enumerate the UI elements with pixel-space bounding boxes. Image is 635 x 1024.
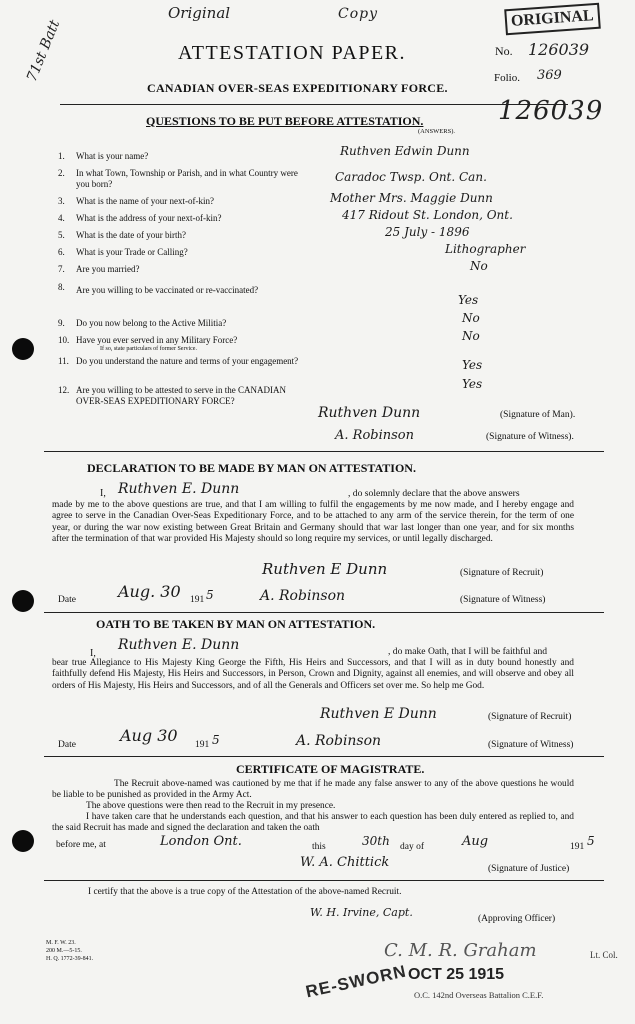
oath-date-label: Date bbox=[58, 740, 76, 750]
oath-date: Aug 30 bbox=[120, 726, 178, 745]
oath-signature-recruit-label: (Signature of Recruit) bbox=[488, 712, 572, 722]
punch-hole bbox=[12, 590, 34, 612]
answer-birthplace: Caradoc Twsp. Ont. Can. bbox=[335, 170, 487, 184]
question-number: 8. bbox=[58, 282, 65, 292]
signature-man-label: (Signature of Man). bbox=[500, 410, 576, 420]
oath-year-prefix: 191 bbox=[195, 740, 210, 750]
signature-witness: A. Robinson bbox=[335, 428, 414, 443]
declaration-signature-witness: A. Robinson bbox=[260, 588, 346, 604]
declaration-text: made by me to the above questions are true, and that I am willing to fulfil the engagements by me now made, and I hereby engage and agree to serve in the Canadian Over-Seas Expeditionary Force, and to be attached to any arm of the service therein, for the term of one year, or during the war now existing between Great Britain and Germany should that war last longer than one year, and for six months after the termination of that war provided His Majesty should so long require my services, or until legally discharged. bbox=[52, 500, 574, 544]
question-text: What is the date of your birth? bbox=[76, 230, 186, 240]
oath-signature-witness: A. Robinson bbox=[296, 733, 382, 749]
question-number: 7. bbox=[58, 264, 65, 274]
answer-understand: Yes bbox=[462, 358, 483, 372]
oath-signature-witness-label: (Signature of Witness) bbox=[488, 740, 574, 750]
stamp-rank: Lt. Col. bbox=[590, 950, 618, 960]
oath-year-suffix: 5 bbox=[212, 733, 220, 747]
declaration-signature-recruit-label: (Signature of Recruit) bbox=[460, 568, 544, 578]
answer-name: Ruthven Edwin Dunn bbox=[340, 144, 470, 158]
certificate-year-suffix: 5 bbox=[587, 834, 595, 848]
certificate-p1: The Recruit above-named was cautioned by me that if he made any false answer to any of the above questions he would be liable to be punished as provided in the Army Act. bbox=[52, 779, 574, 801]
form-code: M. F. W. 23. bbox=[46, 940, 76, 946]
margin-note: 71st Batt bbox=[24, 17, 64, 84]
question-number: 3. bbox=[58, 196, 65, 206]
declaration-name: Ruthven E. Dunn bbox=[118, 481, 240, 497]
divider bbox=[44, 612, 604, 613]
question-text: Do you understand the nature and terms of your engagement? bbox=[76, 356, 299, 366]
divider bbox=[60, 104, 568, 105]
certificate-day-of-label: day of bbox=[400, 842, 425, 852]
certificate-signature: W. A. Chittick bbox=[300, 855, 390, 870]
certificate-month: Aug bbox=[462, 834, 489, 849]
question-text: Do you now belong to the Active Militia? bbox=[76, 318, 227, 328]
divider bbox=[44, 756, 604, 757]
answer-trade: Lithographer bbox=[445, 242, 526, 256]
declaration-heading: DECLARATION TO BE MADE BY MAN ON ATTESTATION. bbox=[87, 461, 416, 475]
oath-i: I, bbox=[90, 648, 96, 659]
signature-witness-label: (Signature of Witness). bbox=[486, 432, 574, 442]
number-label: No. bbox=[495, 44, 513, 58]
copy-mark: Copy bbox=[338, 6, 379, 22]
punch-hole bbox=[12, 830, 34, 852]
answer-next-of-kin: Mother Mrs. Maggie Dunn bbox=[330, 191, 493, 205]
question-text: What is your Trade or Calling? bbox=[76, 247, 188, 257]
document-title: ATTESTATION PAPER. bbox=[178, 42, 407, 64]
certificate-p3: I have taken care that he understands each question, and that his answer to each question has been duly entered as replied to, and the said Recruit has made and signed the declaration and taken the oath bbox=[52, 812, 574, 834]
declaration-text-lead: , do solemnly declare that the above answers bbox=[348, 488, 520, 499]
declaration-signature-recruit: Ruthven E Dunn bbox=[262, 560, 388, 578]
answer-vaccinated: Yes bbox=[458, 293, 479, 307]
question-text: Have you ever served in any Military Force? bbox=[76, 335, 238, 345]
regimental-number: 126039 bbox=[498, 96, 604, 126]
declaration-signature-witness-label: (Signature of Witness) bbox=[460, 595, 546, 605]
resworn-stamp: RE-SWORN bbox=[304, 961, 409, 1002]
question-number: 11. bbox=[58, 356, 69, 366]
certificate-day: 30th bbox=[362, 834, 390, 848]
divider bbox=[44, 451, 604, 452]
certificate-before-label: before me, at bbox=[56, 840, 106, 850]
certificate-heading: CERTIFICATE OF MAGISTRATE. bbox=[236, 762, 425, 776]
answer-militia: No bbox=[462, 311, 480, 325]
approving-officer-signature: W. H. Irvine, Capt. bbox=[310, 906, 413, 919]
answer-married: No bbox=[470, 259, 488, 273]
answer-birth-date: 25 July - 1896 bbox=[385, 225, 470, 239]
answers-label: (ANSWERS). bbox=[418, 128, 456, 135]
folio-label: Folio. bbox=[494, 72, 520, 84]
oath-text-lead: , do make Oath, that I will be faithful and bbox=[388, 646, 548, 657]
question-number: 5. bbox=[58, 230, 65, 240]
question-text: What is your name? bbox=[76, 151, 149, 161]
question-text: Are you willing to be attested to serve in the CANADIAN OVER-SEAS EXPEDITIONARY FORCE? bbox=[76, 385, 286, 406]
punch-hole bbox=[12, 338, 34, 360]
folio-value: 369 bbox=[537, 68, 562, 83]
question-number: 12. bbox=[58, 385, 70, 395]
stamp-date: OCT 25 1915 bbox=[408, 966, 505, 983]
oath-signature-recruit: Ruthven E Dunn bbox=[320, 706, 437, 722]
declaration-date-label: Date bbox=[58, 595, 76, 605]
question-number: 10. bbox=[58, 335, 70, 345]
question-text: In what Town, Township or Parish, and in what Country were you born? bbox=[76, 168, 298, 189]
declaration-i: I, bbox=[100, 488, 106, 499]
signature-man: Ruthven Dunn bbox=[318, 405, 421, 421]
copy-certification-text: I certify that the above is a true copy of the Attestation of the above-named Recruit. bbox=[88, 887, 402, 897]
certificate-p2: The above questions were then read to the Recruit in my presence. bbox=[86, 801, 336, 811]
question-text: Are you willing to be vaccinated or re-vaccinated? bbox=[76, 285, 259, 295]
document-subtitle: CANADIAN OVER-SEAS EXPEDITIONARY FORCE. bbox=[147, 81, 448, 95]
answer-willing-attest: Yes bbox=[462, 377, 483, 391]
question-text: What is the address of your next-of-kin? bbox=[76, 213, 222, 223]
answer-kin-address: 417 Ridout St. London, Ont. bbox=[342, 208, 513, 222]
declaration-year-prefix: 191 bbox=[190, 595, 205, 605]
question-note: If so, state particulars of former Service. bbox=[100, 346, 197, 352]
question-number: 4. bbox=[58, 213, 65, 223]
question-number: 1. bbox=[58, 151, 65, 161]
certificate-year-prefix: 191 bbox=[570, 842, 585, 852]
approving-officer-label: (Approving Officer) bbox=[478, 914, 556, 924]
original-handwritten: Original bbox=[168, 4, 231, 22]
declaration-year-suffix: 5 bbox=[206, 588, 214, 602]
stamp-signature: C. M. R. Graham bbox=[384, 940, 537, 961]
number-value: 126039 bbox=[528, 40, 590, 59]
questions-heading: QUESTIONS TO BE PUT BEFORE ATTESTATION. bbox=[146, 114, 424, 128]
oath-name: Ruthven E. Dunn bbox=[118, 637, 240, 653]
original-stamp: ORIGINAL bbox=[504, 3, 600, 36]
question-text: What is the name of your next-of-kin? bbox=[76, 196, 214, 206]
form-code: H. Q. 1772-39-841. bbox=[46, 956, 94, 962]
question-number: 6. bbox=[58, 247, 65, 257]
oath-heading: OATH TO BE TAKEN BY MAN ON ATTESTATION. bbox=[96, 617, 376, 631]
certificate-place: London Ont. bbox=[160, 834, 242, 849]
certificate-this-label: this bbox=[312, 842, 326, 852]
divider bbox=[44, 880, 604, 881]
question-text: Are you married? bbox=[76, 264, 140, 274]
answer-military-service: No bbox=[462, 329, 480, 343]
question-number: 9. bbox=[58, 318, 65, 328]
question-number: 2. bbox=[58, 168, 65, 178]
declaration-date: Aug. 30 bbox=[118, 582, 181, 601]
stamp-unit: O.C. 142nd Overseas Battalion C.E.F. bbox=[414, 990, 544, 1000]
certificate-signature-label: (Signature of Justice) bbox=[488, 864, 570, 874]
oath-text: bear true Allegiance to His Majesty King George the Fifth, His Heirs and Successors, and that I will as in duty bound honestly and faithfully defend His Majesty, His Heirs and Successors, in Person, Crown and Dignity, against all enemies, and will observe and obey all orders of His Majesty, His Heirs and Successors, and of all the Generals and Officers set over me. So help me God. bbox=[52, 658, 574, 691]
form-code: 200 M.—5-15. bbox=[46, 948, 82, 954]
